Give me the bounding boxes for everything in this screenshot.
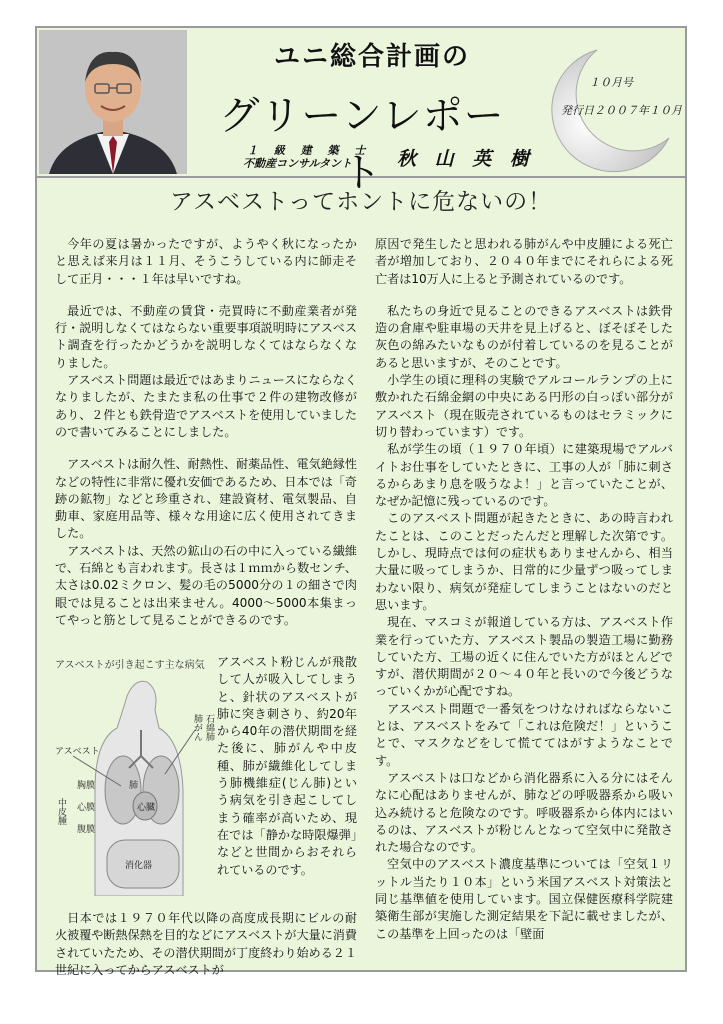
article-paragraph: アスベスト問題で一番気をつけなければならないことは、アスベストをみて「これは危険だ！」ということで、マスクなどをして慌ててはがすようなことです。 [375,701,673,768]
issue-month: １０月号 [589,76,633,89]
disease-figure-block [55,656,357,896]
label-asbestosis: 石綿肺 [204,714,214,741]
label-heart: 心臓 [137,803,156,813]
article-paragraph: アスベストは耐久性、耐熱性、耐薬品性、電気絶縁性などの特性に非常に優れ安価であるため、日本では「奇跡の鉱物」などと珍重され、建設資材、電気製品、自動車、家庭用品等、様々な用途に広く使用されてきました。 [55,457,357,541]
article-paragraph: 小学生の頃に理科の実験でアルコールランプの上に敷かれた石綿金網の中央にある円形の白っぽい部分がアスベスト（現在販売されているものはセラミックに切り替わっています）です。 [375,373,673,439]
article-paragraph: 私たちの身近で見ることのできるアスベストは鉄骨造の倉庫や駐車場の天井を見上げると、ぼそぼそした灰色の綿みたいなものが付着しているのを見ることがあると思いますが、そのことです。 [375,303,673,370]
newsletter-header [37,28,685,196]
article-paragraph: このアスベスト問題が起きたときに、あの時言われたことは、このことだったんだと理解した次第です。しかし、現時点では何の症状もありませんから、相当大量に吸ってしまうか、日常的に少量ずつ吸ってしまわない限り、病気が発症してしまうことはないのだと思います。 [375,511,673,612]
author-name: 秋 山 英 樹 [397,148,535,170]
label-digestive: 消化器 [125,861,153,871]
article-paragraph: 原因で発生したと思われる肺がんや中皮腫による死亡者が増加しており、２０４０年までにそれらによる死亡者は10万人に上ると予測されているのです。 [375,237,673,286]
article-paragraph: アスベストは口などから消化器系に入る分にはそんなに心配はありませんが、肺などの呼吸器系から吸い込み続けると危険なのです。呼吸器系から体内にはいるのは、アスベストが粉じんとなって空気中に発散された場合なのです。 [375,770,673,855]
newsletter-frame [35,26,687,977]
article-paragraph: 私が学生の頃（１９７０年頃）に建築現場でアルバイトお仕事をしていたときに、工事の人が「肺に刺さるからあまり息を吸うなよ！」と言っていたことが、なぜか記憶に残っているのです。 [375,442,673,509]
article-paragraph: 今年の夏は暑かったですが、ようやく秋になったかと思えば来月は１１月、そうこうしている内に師走そして正月・・・１年は早いですね。 [55,237,357,286]
article-paragraph: 日本では１９７０年代以降の高度成長期にビルの耐火被覆や断熱保熱を目的などにアスベストが大量に消費されていたため、その潜伏期間が丁度終わり始める２１世紀に入ってからアスベストが [55,911,357,977]
label-pleura: 胸膜 [77,781,96,791]
label-lung: 肺 [129,781,139,791]
issue-date: 発行日２００７年１０月 [561,104,682,117]
figure-side-text: アスベスト粉じんが飛散して人が吸入してしまうと、針状のアスベストが肺に突き刺さり、約20年から40年の潜伏期間を経た後に、肺がんや中皮種、肺が繊維化してしまう肺機維症(じん肺)という病気を引き起こしてしまう確率が高いため、現在では「静かな時限爆弾」などと世間からおそれられているのです。 [217,655,357,877]
figure-caption: アスベストが引き起こす主な病気 [55,660,205,671]
article-paragraph: アスベスト問題は最近ではあまりニュースにならなくなりましたが、たまたま私の仕事で２件の建物改修があり、２件とも鉄骨造でアスベストを使用していましたので書いてみることにしました。 [55,373,357,439]
article-paragraph: 最近では、不動産の賃貸・売買時に不動産業者が発行・説明しなくてはならない重要事項説明時にアスベスト調査を行ったかどうかを説明しなくてはならなくなりました。 [55,303,357,370]
article-paragraph: アスベストは、天然の鉱山の石の中に入っている繊維で、石綿とも言われます。長さは１ｍｍから数センチ、太さは0.02ミクロン、髪の毛の5000分の１の細さで肉眼では見ることは出来ません。4000～5000本集まってやっと筋として見ることができるのです。 [55,543,357,627]
body-diagram [55,670,217,896]
label-pericardium: 心膜 [77,803,96,813]
article-column-right [375,236,673,943]
author-photo [39,30,187,174]
company-name: ユニ総合計画の [273,42,470,72]
article-paragraph: 現在、マスコミが報道している方は、アスベスト作業を行っていた方、アスベスト製品の製造工場に勤務していた方、工場の近くに住んでいた方がほとんどですが、潜伏期間が２０～４０年と長いので今後どうなっていくかが心配ですね。 [375,615,673,699]
article-column-left [55,236,357,629]
article-column-left-bottom [55,910,357,979]
label-asbestos: アスベスト [55,747,100,757]
label-mesothelioma: 中皮腫 [56,798,66,825]
label-lung-cancer: 肺がん [192,714,202,741]
article-paragraph: 空気中のアスベスト濃度基準については「空気１リットル当たり１０本」という米国アスベスト対策法と同じ基準値を使用しています。国立保健医療科学院建築衛生部が実施した測定結果を下記に載せましたが、この基準を上回ったのは「壁面 [375,857,673,941]
author-role-consultant: 不動産コンサルタント [243,157,353,170]
newsletter-title: グリーンレポート [219,93,505,196]
author-role-architect: １ 級 建 築 士 [247,144,372,157]
article-title: アスベストってホントに危ないの！ [169,189,553,215]
author-portrait-illustration [39,30,187,174]
label-peritoneum: 腹膜 [77,825,96,835]
